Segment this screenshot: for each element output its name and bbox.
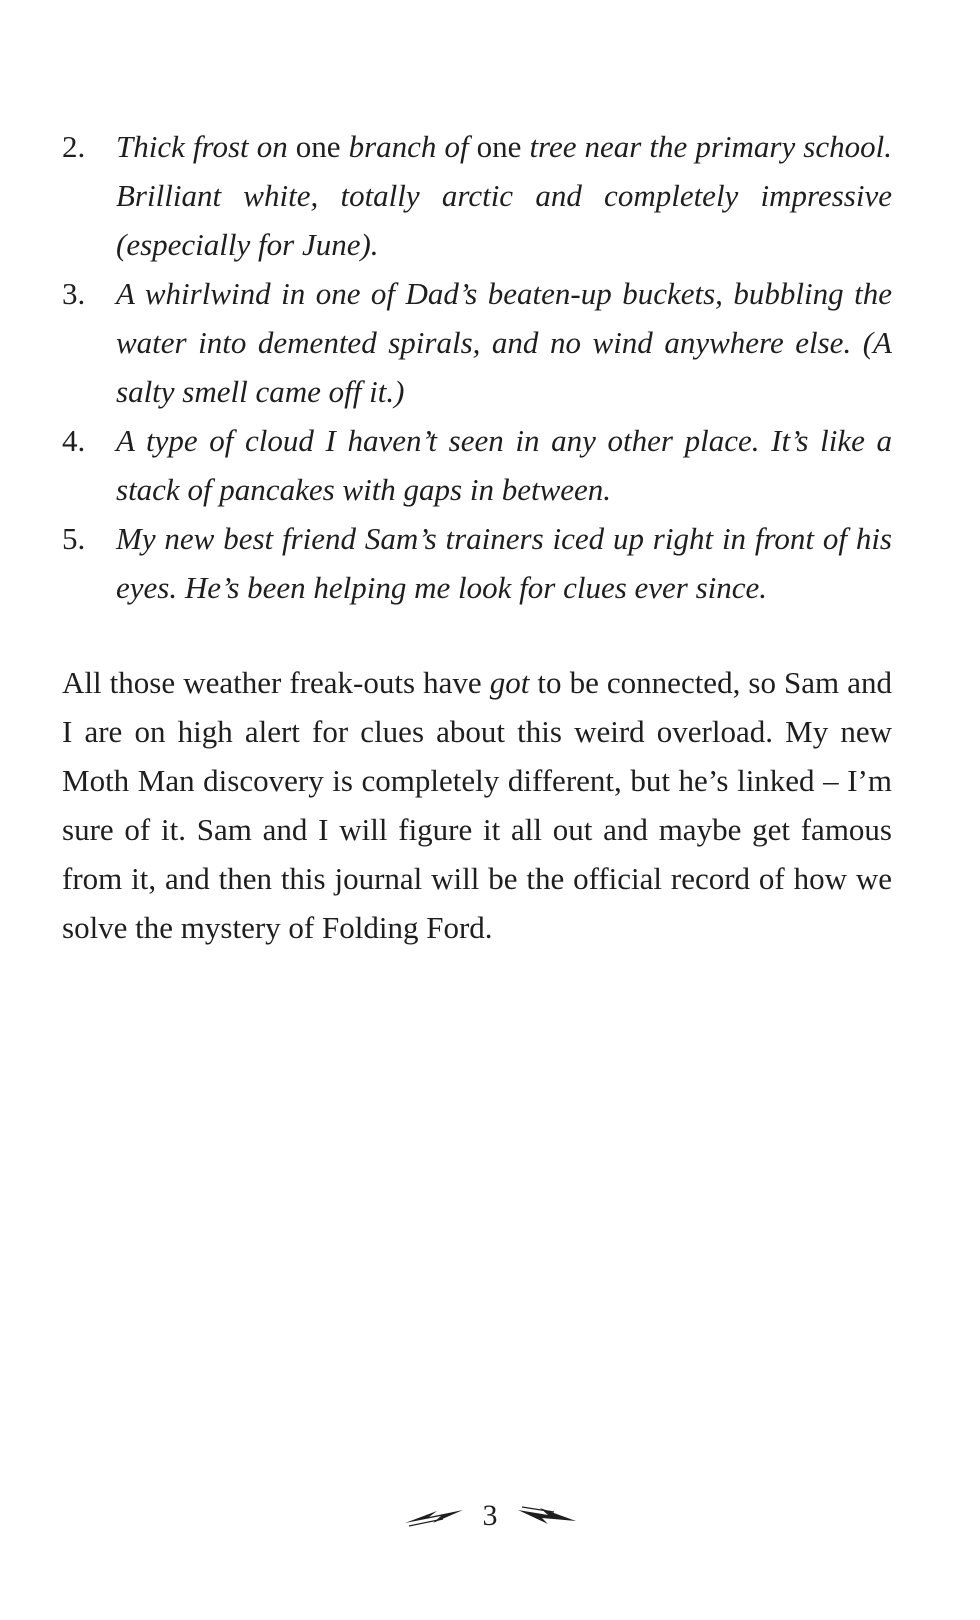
paragraph-text: to be connected, so Sam and I are on high alert for clues about this weird overload. My new Moth Man discovery is completely different, but he’s linked – I’m sure of it. Sam and I will figure it all out and maybe get famous from it, and then this journal will be the official record of how we solve the mystery of Folding Ford.: [62, 665, 892, 945]
list-item: [62, 269, 892, 416]
list-item-text: [116, 423, 892, 507]
text-run: tree near the primary school. Brilliant white, totally arctic and completely impressive (especially for June).: [116, 129, 892, 262]
text-run: one: [476, 129, 522, 164]
text-run: branch of: [340, 129, 477, 164]
page-footer: [0, 1496, 980, 1536]
paragraph-emphasis: got: [489, 665, 530, 700]
text-run: Thick frost on: [116, 129, 296, 164]
text-run: one: [295, 129, 341, 164]
paragraph-text: All those weather freak-outs have: [62, 665, 490, 700]
list-item: [62, 416, 892, 514]
list-item-text: [116, 521, 892, 605]
list-item: [62, 122, 892, 269]
lightning-bolt-icon: [403, 1504, 465, 1528]
body-paragraph: [62, 658, 892, 952]
text-run: My new best friend Sam’s trainers iced up right in front of his eyes. He’s been helping me look for clues ever since.: [116, 521, 892, 605]
text-run: A whirlwind in one of Dad’s beaten-up buckets, bubbling the water into demented spirals, and no wind anywhere else. (A salty smell came off it.): [116, 276, 892, 409]
list-item: [62, 514, 892, 612]
list-item-text: [116, 129, 892, 262]
page-number: 3: [482, 1499, 498, 1532]
text-run: A type of cloud I haven’t seen in any other place. It’s like a stack of pancakes with gaps in between.: [116, 423, 892, 507]
list-item-number: 4.: [62, 423, 86, 458]
list-item-number: 3.: [62, 276, 86, 311]
clue-list: [62, 122, 892, 612]
list-item-number: 2.: [62, 129, 86, 164]
list-item-text: [116, 276, 892, 409]
lightning-bolt-icon: [516, 1504, 578, 1528]
list-item-number: 5.: [62, 521, 86, 556]
